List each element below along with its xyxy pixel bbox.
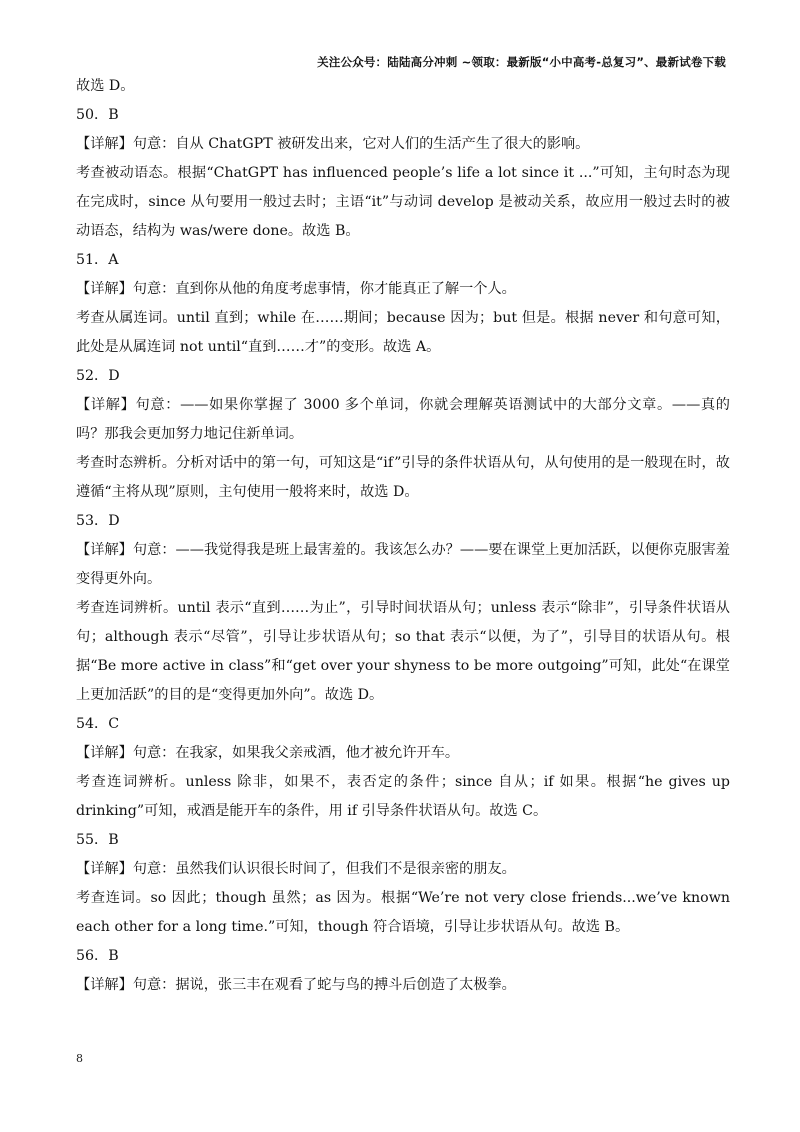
item-analysis: 考查时态辨析。分析对话中的第一句，可知这是“if”引导的条件状语从句，从句使用的是一般现在时，故遵循“主将从现”原则，主句使用一般将来时，故选 D。 <box>76 455 730 500</box>
item-translation: 【详解】句意：虽然我们认识很长时间了，但我们不是很亲密的朋友。 <box>76 861 516 877</box>
item-number: 56．B <box>76 948 119 964</box>
item-number: 54．C <box>76 716 120 732</box>
item-analysis: 考查连词。so 因此；though 虽然；as 因为。根据“We’re not very close friends...we’ve known each other for a long time.”可知，though 符合语境，引导让步状语从句。故选 B。 <box>76 890 730 935</box>
intro-line: 故选 D。 <box>76 78 135 94</box>
answer-item-54 <box>76 710 730 826</box>
answer-explanations <box>76 72 730 1000</box>
item-translation: 【详解】句意：在我家，如果我父亲戒酒，他才被允许开车。 <box>76 745 460 761</box>
answer-item-50 <box>76 101 730 246</box>
answer-item-53 <box>76 507 730 710</box>
answer-item-55 <box>76 826 730 942</box>
item-analysis: 考查被动语态。根据“ChatGPT has influenced people’s life a lot since it ...”可知，主句时态为现在完成时，since 从句要用一般过去时；主语“it”与动词 develop 是被动关系，故应用一般过去时的被动语态，结构为 was/were done。故选 B。 <box>76 165 730 239</box>
item-number: 55．B <box>76 832 119 848</box>
item-analysis: 考查连词辨析。unless 除非，如果不，表否定的条件；since 自从；if 如果。根据“he gives up drinking”可知，戒酒是能开车的条件，用 if 引导条件状语从句。故选 C。 <box>76 774 730 819</box>
item-translation: 【详解】句意：——我觉得我是班上最害羞的。我该怎么办？——要在课堂上更加活跃，以便你克服害羞变得更外向。 <box>76 542 730 587</box>
page-header: 关注公众号：陆陆高分冲刺 ~领取：最新版“小中高考-总复习”、最新试卷下载 <box>317 55 726 69</box>
item-number: 53．D <box>76 513 120 529</box>
answer-item-51 <box>76 246 730 362</box>
item-number: 52．D <box>76 368 120 384</box>
item-analysis: 考查从属连词。until 直到；while 在……期间；because 因为；but 但是。根据 never 和句意可知，此处是从属连词 not until“直到……才”的变形。故选 A。 <box>76 310 730 355</box>
page-number: 8 <box>76 1052 83 1065</box>
item-analysis: 考查连词辨析。until 表示“直到……为止”，引导时间状语从句；unless 表示“除非”，引导条件状语从句；although 表示“尽管”，引导让步状语从句；so that 表示“以便，为了”，引导目的状语从句。根据“Be more active in class”和“get over your shyness to be more outgoing”可知，此处“在课堂上更加活跃”的目的是“变得更加外向”。故选 D。 <box>76 600 730 703</box>
answer-item-56 <box>76 942 730 1000</box>
item-translation: 【详解】句意：直到你从他的角度考虑事情，你才能真正了解一个人。 <box>76 281 516 297</box>
item-translation: 【详解】句意：据说，张三丰在观看了蛇与鸟的搏斗后创造了太极拳。 <box>76 977 516 993</box>
answer-item-52 <box>76 362 730 507</box>
item-number: 51．A <box>76 252 119 268</box>
item-translation: 【详解】句意：自从 ChatGPT 被研发出来，它对人们的生活产生了很大的影响。 <box>76 136 590 152</box>
item-number: 50．B <box>76 107 119 123</box>
item-translation: 【详解】句意：——如果你掌握了 3000 多个单词，你就会理解英语测试中的大部分文章。——真的吗？那我会更加努力地记住新单词。 <box>76 397 730 442</box>
